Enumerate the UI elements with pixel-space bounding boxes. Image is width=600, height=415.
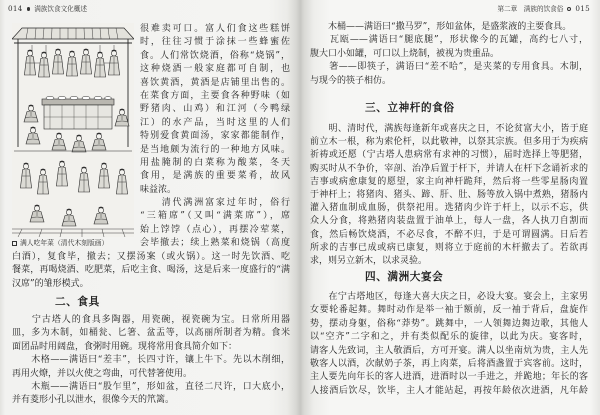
text-line: 特别爱食黄面汤，家家都能制作， xyxy=(140,131,290,142)
text-line: 味益浓。 xyxy=(140,184,177,195)
text-line: 主人要先向年长的客人进酒，进酒时以一手进之，并跪地；年长的客 xyxy=(310,372,588,383)
text-line: 箸——即筷子，满语曰“差不哈”，是夹菜的专用食具。木制， xyxy=(310,62,588,73)
right-page xyxy=(300,0,600,415)
right-page-number: 015 xyxy=(575,4,590,13)
chapter-title: 第二章 满族的饮食俗 xyxy=(497,5,564,13)
text-line: 众人分食，将熟猪肉装盘置于油单上，每人一盘，各人执刀自割而 xyxy=(310,216,588,227)
header-ring-icon xyxy=(567,7,571,11)
text-line: 清代满洲富家过年时，俗行 xyxy=(140,198,290,209)
text-line: 始上饽饽（点心），再摆冷荤菜， xyxy=(140,224,290,235)
section-banquet-text xyxy=(310,291,588,398)
full-width-text-block xyxy=(12,251,290,291)
text-line: 请客人先致词，主人敬酒后，方可开宴。满人以坐南炕为贵，主人先 xyxy=(310,345,588,356)
section-heading-tableware: 二、食具 xyxy=(55,296,100,308)
text-line: 女要轮番起舞。舞时动作是举一袖于额前，反一袖于背后，盘旋作 xyxy=(310,305,588,316)
woodblock-illustration xyxy=(12,23,134,237)
section-heading-banquet: 四、满洲大宴会 xyxy=(365,271,444,283)
text-line: 祈祷或还愿（宁古塔人患病常有求神的习惯），届时选择上等肥猪， xyxy=(310,150,588,161)
text-line: 用盐腌制的白菜称为酸菜，冬天 xyxy=(140,157,290,168)
tableware-continued-text xyxy=(310,21,588,88)
text-line: 皿，多为木制，如桶瓮、匕箸、盆盂等，以高丽所制者为精。食米 xyxy=(12,328,290,339)
left-running-header xyxy=(8,4,87,14)
text-line: 会毕撤去；续上熟菜和烧锅（高度 xyxy=(140,238,290,249)
text-line: 于神杆上；将猪肉、猪头、蹄、肝、肚、肠等放入锅中煮熟，猪肠内 xyxy=(310,189,588,200)
section-sacred-pole-text xyxy=(310,123,588,268)
text-line: 明、清时代，满族每逢新年或喜庆之日，不论贫富大小，皆于庭 xyxy=(310,124,588,134)
text-line: 所求的吉事已成或病已康复，则将立于庭前的木杆撤去了。若欲再 xyxy=(310,242,588,253)
side-text-block xyxy=(140,23,290,251)
text-line: 食，然后畅饮烧酒，不必尽食，不醉不归，于是可谓圆满。日后若 xyxy=(310,229,588,240)
text-line: 瓦瓯——满语曰“腿底腿”，形状像今的瓦罐，高约七八寸， xyxy=(310,35,588,46)
text-line: 木瓶——满语曰“股乍里”，形如盆，直径二尺许，口大底小， xyxy=(12,381,290,392)
text-line: 这种烧酒一般家庭都可自制，也 xyxy=(140,64,290,75)
text-line: 灌入猪血制成血肠，供祭祀用。选猪肉少许于杆上，以示不忘，供 xyxy=(310,203,588,214)
text-line: 人接酒后饮尽，饮毕，主人才能站起，再按年龄依次进酒，凡年龄 xyxy=(310,385,588,396)
text-line: 食。人们常饮烧酒，俗称“烧锅”， xyxy=(140,50,290,61)
text-line: 敬客人以酒，次献奶子茶，再上肉菜，后将酒盏置于宾客前。这时， xyxy=(310,358,588,369)
text-line: 势，摆动身躯，俗称“莽势”。跳舞中，一人领舞边舞边歌，其他人 xyxy=(310,318,588,329)
text-line: 是当地颇为流行的一种地方风味。 xyxy=(140,144,290,155)
text-line: 以“空齐”二字和之，并有类似配乐的旋律，以此为庆。宴客时， xyxy=(310,332,588,343)
section-tableware-text xyxy=(12,314,290,408)
text-line: 购买时从不争价，宰剖、治净后置于杆下，并请人在杆下念诵祈求的 xyxy=(310,163,588,174)
text-line: 木桶——满语曰“撒马罗”，形如盆体，是盛浆液的主要食具。 xyxy=(310,22,572,32)
figure-caption-text: 满人吃年菜（清代木刻版画） xyxy=(20,239,109,247)
header-dot-icon xyxy=(27,7,31,11)
text-line: 喜饮黄酒，黄酒是店铺里出售的。 xyxy=(140,77,290,88)
text-line: 在菜食方面，主要食各种野味（如 xyxy=(140,90,290,101)
text-line: 面团品时用阔盘，食粥时用碗。现将常用食具简介如下： xyxy=(12,341,238,352)
text-line: “三箱席”（又叫“满菜席”），席 xyxy=(140,211,290,222)
woodblock-print-svg xyxy=(12,23,134,237)
caption-marker-icon xyxy=(12,241,17,246)
left-page-number: 014 xyxy=(8,4,23,13)
text-line: 并有菱形小孔以泄水，很像今天的笊篱。 xyxy=(12,395,175,406)
text-line: 很难卖可口。富人们食这些糕饼 xyxy=(140,24,290,34)
figure-caption xyxy=(12,238,108,248)
banquet-table xyxy=(42,96,114,129)
text-line: 再用火燎，并以火使之弯曲，可代替箸使用。 xyxy=(12,368,193,379)
text-line: 时，往往习惯于涂抹一些蜂蜜佐 xyxy=(140,37,290,48)
text-line: 在宁古塔地区，每逢大喜大庆之日，必设大宴。宴会上，主家男 xyxy=(310,292,588,302)
text-line: 汉席”的雏形模式。 xyxy=(12,278,89,289)
text-line: 野猪肉、山鸡）和江河（今鸭绿 xyxy=(140,104,290,115)
text-line: 木格——满语曰“差丰”，长四寸许，镶上牛下。先以木削细， xyxy=(12,355,290,366)
text-line: 吉事或病愈康复的愿望，家主向神杆跪拜，然后将一些零星肠肉置 xyxy=(310,176,588,187)
right-running-header xyxy=(497,4,590,14)
text-line: 江）的水产品，当时这里的人们 xyxy=(140,117,290,128)
left-running-title: 满族饮食文化概述 xyxy=(34,5,87,13)
section-heading-sacred-pole: 三、立神杆的食俗 xyxy=(365,102,455,114)
text-line: 白酒），复食毕，撤去；又摆汤案（或火锅）。这一时先饮酒、吃 xyxy=(12,252,290,262)
text-line: 宁古塔人的食具多陶器，用瓷碗，视瓷碗为宝。日常所用器 xyxy=(12,315,290,325)
text-line: 与现今的筷子相仿。 xyxy=(310,75,392,86)
text-line: 前立木一根，称为索伦杆，以此敬神，以祭其宗族。但多用于为疾病 xyxy=(310,137,588,148)
text-line: 餐菜，再喝烧酒、吃肥菜，后吃主食、喝汤，这是后来一度盛行的“满 xyxy=(12,265,290,276)
text-line: 求，则另立新木，以求灵验。 xyxy=(310,255,428,266)
text-line: 腹大口小如罐，可口以上烧制，被视为贵重品。 xyxy=(310,48,500,59)
text-line: 食用，是满族的重要菜肴，故风 xyxy=(140,171,290,182)
